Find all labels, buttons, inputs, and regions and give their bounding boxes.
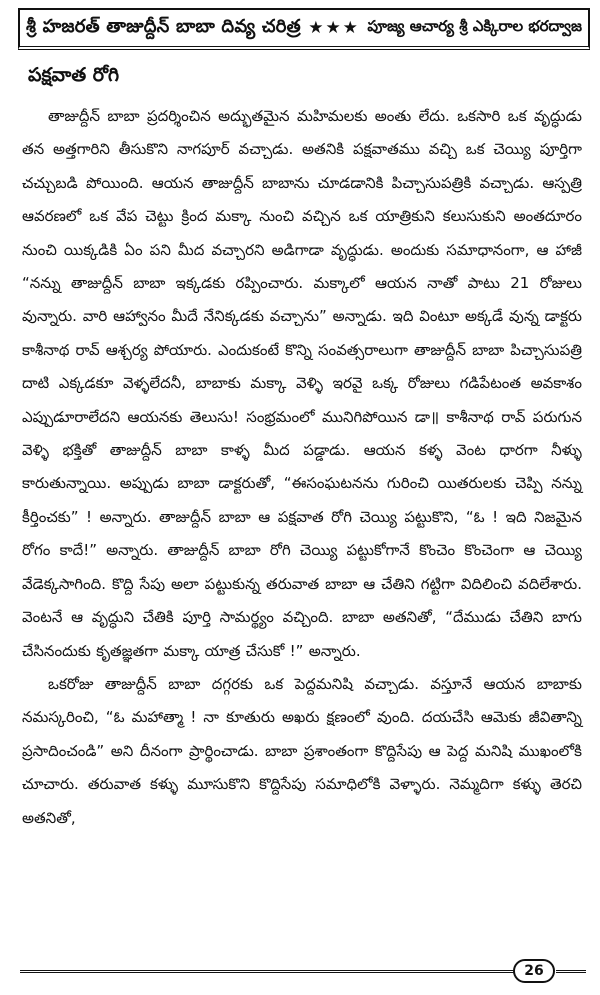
footer-rule-right (556, 970, 586, 973)
footer-rule (20, 970, 520, 973)
paragraph: తాజుద్దీన్ బాబా ప్రదర్శించిన అద్భుతమైన మహిమలకు అంతు లేదు. ఒకసారి ఒక వృద్ధుడు తన అత్తగారిని తీసుకొని నాగపూర్ వచ్చాడు. అతనికి పక్షవాతము వచ్చి ఒక చెయ్యి పూర్తిగా చచ్చుబడి పోయింది. ఆయన తాజుద్దీన్ బాబాను చూడడానికి పిచ్చాసుపత్రికి వచ్చాడు. ఆస్పత్రి ఆవరణలో ఒక వేప చెట్టు క్రింద మక్కా నుంచి వచ్చిన ఒక యాత్రికుని కలుసుకుని అంతదూరం నుంచి యిక్కడికి ఏం పని మీద వచ్చారని అడిగాడా వృద్ధుడు. అందుకు సమాధానంగా, ఆ హాజీ “నన్ను తాజుద్దీన్ బాబా ఇక్కడకు రప్పించారు. మక్కాలో ఆయన నాతో పాటు 21 రోజులు వున్నారు. వారి ఆహ్వానం మీదే నేనిక్కడకు వచ్చాను” అన్నాడు. ఇది వింటూ అక్కడే వున్న డాక్టరు కాశీనాథ రావ్ ఆశ్చర్య పోయారు. ఎందుకంటే కొన్ని సంవత్సరాలుగా తాజుద్దీన్ బాబా పిచ్చాసుపత్రి దాటి ఎక్కడకూ వెళ్ళలేదనీ, బాబాకు మక్కా వెళ్ళి ఇరవై ఒక్క రోజులు గడిపేటంత అవకాశం ఎప్పుడూరాలేదని ఆయనకు తెలుసు! సంభ్రమంలో మునిగిపోయిన డా॥ కాశీనాథ రావ్ పరుగున వెళ్ళి భక్తితో తాజుద్దీన్ బాబా కాళ్ళ మీద పడ్డాడు. ఆయన కళ్ళ వెంట ధారగా నీళ్ళు కారుతున్నాయి. అప్పుడు బాబా డాక్టరుతో, “ఈసంఘటనను గురించి యితరులకు చెప్పి నన్ను కీర్తించకు” ! అన్నారు. తాజుద్దీన్ బాబా ఆ పక్షవాత రోగి చెయ్యి పట్టుకొని, “ఓ ! ఇది నిజమైన రోగం కాదే!” అన్నారు. తాజుద్దీన్ బాబా రోగి చెయ్యి పట్టుకోగానే కొంచెం కొంచెంగా ఆ చెయ్యి వేడెక్కసాగింది. కొద్ది సేపు అలా పట్టుకున్న తరువాత బాబా ఆ చేతిని గట్టిగా విదిలించి వదిలేశారు. వెంటనే ఆ వృద్ధుని చేతికి పూర్తి సామర్థ్యం వచ్చింది. బాబా అతనితో, “దేముడు చేతిని బాగు చేసినందుకు కృతజ్ఞతగా మక్కా యాత్ర చేసుకో !” అన్నారు. (22, 107, 582, 660)
page-number: 26 (513, 959, 555, 983)
paragraph: ఒకరోజు తాజుద్దీన్ బాబా దగ్గరకు ఒక పెద్దమనిషి వచ్చాడు. వస్తూనే ఆయన బాబాకు నమస్కరించి, “ఓ మహాత్మా ! నా కూతురు అఖరు క్షణంలో వుంది. దయచేసి ఆమెకు జీవితాన్ని ప్రసాదించండి” అని దీనంగా ప్రార్థించాడు. బాబా ప్రశాంతంగా కొద్దిసేపు ఆ పెద్ద మనిషి ముఖంలోకి చూచారు. తరువాత కళ్ళు మూసుకొని కొద్దిసేపు సమాధిలోకి వెళ్ళారు. నెమ్మదిగా కళ్ళు తెరచి అతనితో, (22, 674, 582, 827)
header-stars: ★★★ (308, 18, 360, 38)
header-author: పూజ్య ఆచార్య శ్రీ ఎక్కిరాల భరద్వాజ (367, 17, 582, 35)
header-book-title: శ్రీ హజరత్ తాజుద్దీన్ బాబా దివ్య చరిత్ర (26, 15, 301, 37)
body-text (22, 100, 582, 835)
section-title: పక్షవాత రోగి (28, 64, 120, 86)
running-header (18, 8, 590, 50)
